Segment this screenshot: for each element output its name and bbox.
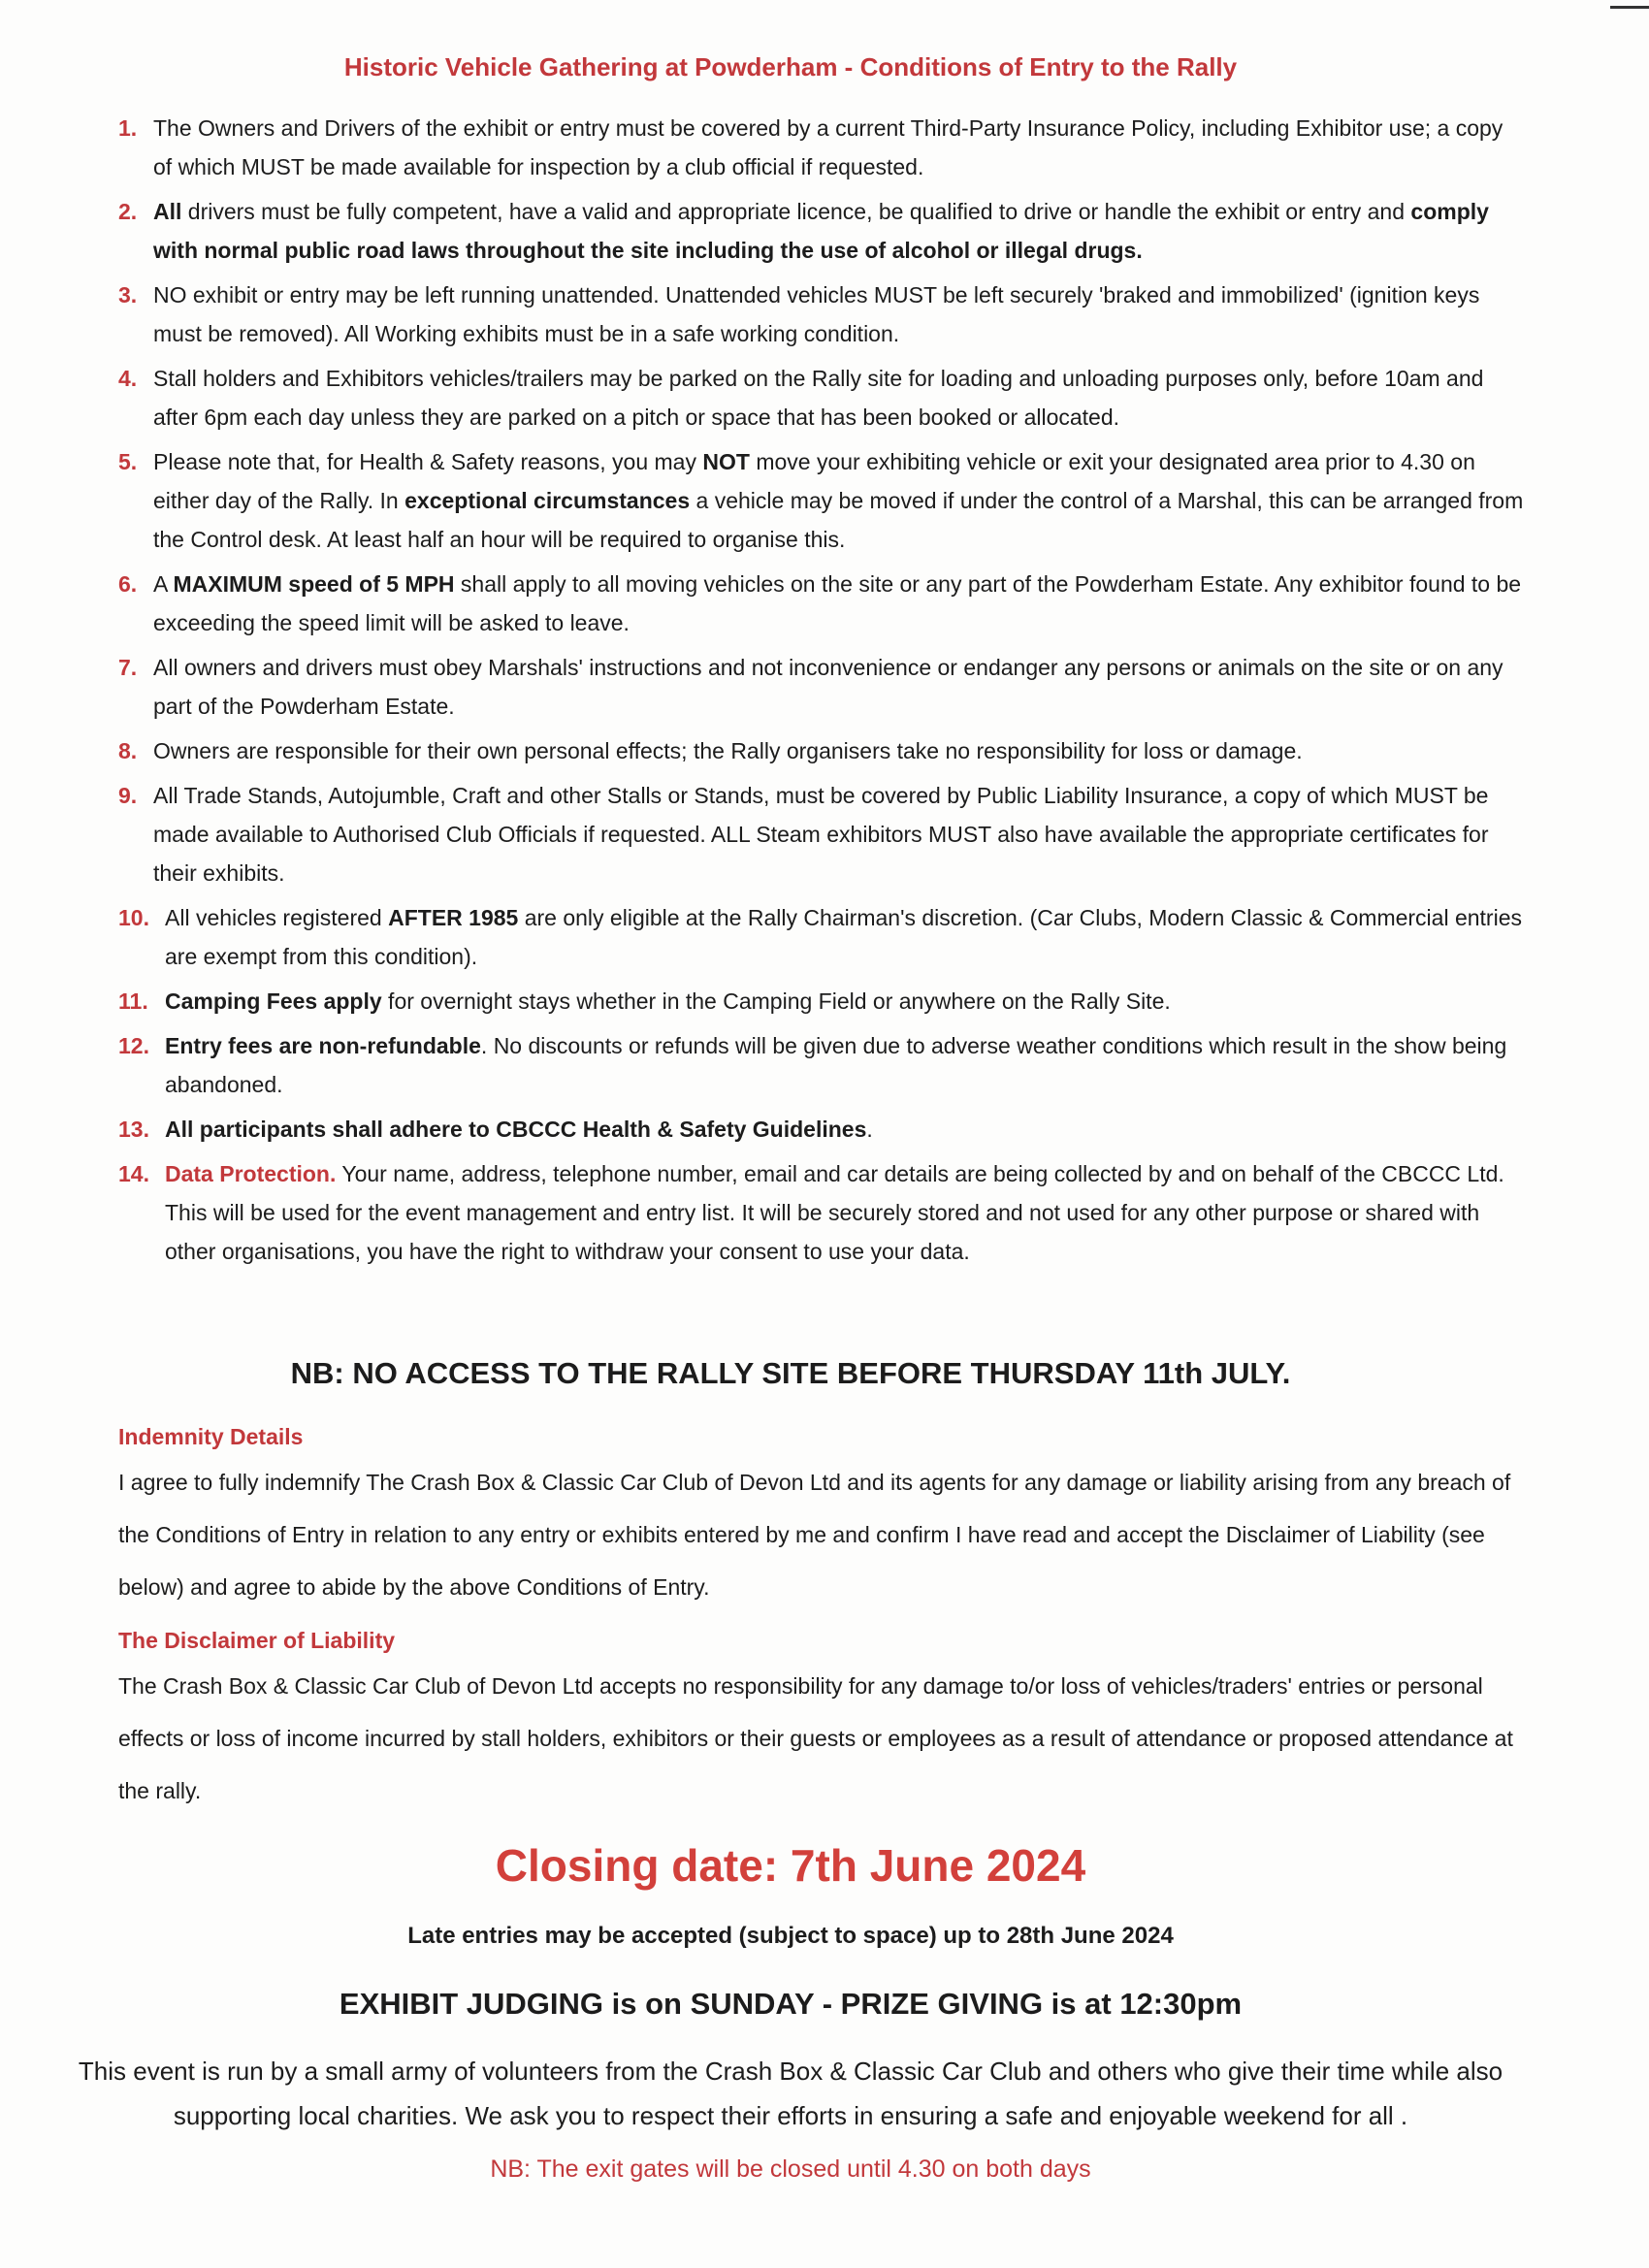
condition-item bbox=[118, 776, 1525, 892]
condition-text-segment: The Owners and Drivers of the exhibit or entry must be covered by a current Third-Party Insurance Policy, including Exhibitor use; a copy of which MUST be made available for inspection by a club official if requested. bbox=[153, 115, 1504, 179]
condition-text-segment: Your name, address, telephone number, email and car details are being collected by and on behalf of the CBCCC Ltd. This will be used for the event management and entry list. It will be securely stored and not used for any other purpose or shared with other organisations, you have the right to withdraw your consent to use your data. bbox=[165, 1161, 1504, 1264]
condition-item bbox=[118, 1026, 1525, 1104]
condition-text-segment: are only eligible at the Rally Chairman's discretion. (Car Clubs, Modern Classic & Commercial entries are exempt from this condition). bbox=[165, 905, 1522, 969]
condition-text bbox=[153, 199, 1489, 263]
condition-number: 5. bbox=[118, 449, 138, 474]
condition-text bbox=[153, 366, 1483, 430]
volunteers-note: This event is run by a small army of volunteers from the Crash Box & Classic Car Club and others who give their time while also supporting local charities. We ask you to respect their efforts in ensuring a safe and enjoyable weekend for all . bbox=[78, 2057, 1504, 2130]
condition-bold-text: All participants shall adhere to CBCCC Health & Safety Guidelines bbox=[165, 1117, 867, 1142]
condition-bold-text: Camping Fees apply bbox=[165, 988, 382, 1014]
condition-number: 4. bbox=[118, 366, 138, 391]
disclaimer-heading: The Disclaimer of Liability bbox=[118, 1628, 396, 1653]
condition-number: 8. bbox=[118, 738, 138, 763]
page-title: Historic Vehicle Gathering at Powderham - Conditions of Entry to the Rally bbox=[343, 52, 1238, 81]
condition-text-segment: a vehicle may be moved if under the control of a Marshal, this can be arranged from the Control desk. At least half an hour will be required to organise this. bbox=[153, 488, 1524, 552]
condition-bold-text: All bbox=[153, 199, 182, 224]
condition-item bbox=[118, 898, 1525, 976]
condition-bold-text: exceptional circumstances bbox=[404, 488, 691, 513]
condition-item bbox=[118, 1154, 1525, 1271]
condition-number: 12. bbox=[118, 1033, 149, 1058]
condition-bold-text: NOT bbox=[702, 449, 750, 474]
judging-notice: EXHIBIT JUDGING is on SUNDAY - PRIZE GIVING is at 12:30pm bbox=[339, 1987, 1243, 2021]
condition-text bbox=[153, 655, 1504, 719]
condition-text-segment: Stall holders and Exhibitors vehicles/trailers may be parked on the Rally site for loading and unloading purposes only, before 10am and after 6pm each day unless they are parked on a pitch or space that has been booked or allocated. bbox=[153, 366, 1484, 430]
conditions-list bbox=[118, 109, 1525, 1277]
indemnity-body: I agree to fully indemnify The Crash Box & Classic Car Club of Devon Ltd and its agents for any damage or liability arising from any breach of the Conditions of Entry in relation to any entry or exhibits entered by me and confirm I have read and accept the Disclaimer of Liability (see below) and agree to abide by the above Conditions of Entry. bbox=[118, 1470, 1511, 1600]
condition-text-segment: shall apply to all moving vehicles on the site or any part of the Powderham Estate. Any exhibitor found to be exceeding the speed limit will be asked to leave. bbox=[153, 571, 1522, 635]
condition-text bbox=[165, 1033, 1506, 1097]
condition-text-segment: . bbox=[866, 1117, 873, 1142]
condition-number: 10. bbox=[118, 905, 149, 930]
condition-item bbox=[118, 565, 1525, 642]
condition-text-segment: move your exhibiting vehicle or exit your designated area prior to 4.30 on either day of the Rally. In bbox=[153, 449, 1475, 513]
condition-text bbox=[165, 1161, 1504, 1264]
condition-text bbox=[153, 738, 1303, 763]
condition-number: 1. bbox=[118, 115, 138, 141]
condition-number: 9. bbox=[118, 783, 138, 808]
condition-number: 7. bbox=[118, 655, 138, 680]
condition-text-segment: for overnight stays whether in the Camping Field or anywhere on the Rally Site. bbox=[381, 988, 1171, 1014]
indemnity-section bbox=[118, 1424, 1525, 1613]
condition-text-segment: A bbox=[153, 571, 174, 597]
condition-text bbox=[153, 282, 1479, 346]
condition-text bbox=[153, 571, 1521, 635]
condition-item bbox=[118, 1110, 1525, 1149]
late-entries-note: Late entries may be accepted (subject to space) up to 28th June 2024 bbox=[407, 1923, 1174, 1949]
condition-item bbox=[118, 192, 1525, 270]
closing-date: Closing date: 7th June 2024 bbox=[495, 1840, 1086, 1891]
condition-number: 13. bbox=[118, 1117, 149, 1142]
condition-bold-text: MAXIMUM speed of 5 MPH bbox=[173, 571, 455, 597]
condition-text-segment: All Trade Stands, Autojumble, Craft and other Stalls or Stands, must be covered by Public Liability Insurance, a copy of which MUST be made available to Authorised Club Officials if requested. ALL Steam exhibitors MUST also have available the appropriate certificates for their exhibits. bbox=[153, 783, 1489, 886]
condition-text-segment: . No discounts or refunds will be given due to adverse weather conditions which result in the show being abandoned. bbox=[165, 1033, 1507, 1097]
indemnity-heading: Indemnity Details bbox=[118, 1424, 304, 1449]
condition-text-segment: All owners and drivers must obey Marshals' instructions and not inconvenience or endanger any persons or animals on the site or on any part of the Powderham Estate. bbox=[153, 655, 1504, 719]
condition-item bbox=[118, 648, 1525, 726]
condition-text bbox=[153, 449, 1523, 552]
condition-text-segment: drivers must be fully competent, have a valid and appropriate licence, be qualified to drive or handle the exhibit or entry and bbox=[181, 199, 1411, 224]
condition-number: 3. bbox=[118, 282, 138, 308]
condition-item bbox=[118, 731, 1525, 770]
condition-text-segment: All vehicles registered bbox=[165, 905, 389, 930]
condition-number: 2. bbox=[118, 199, 138, 224]
condition-item bbox=[118, 109, 1525, 186]
nb-access-notice: NB: NO ACCESS TO THE RALLY SITE BEFORE THURSDAY 11th JULY. bbox=[290, 1356, 1291, 1390]
condition-text bbox=[153, 115, 1503, 179]
condition-text-segment: Owners are responsible for their own personal effects; the Rally organisers take no responsibility for loss or damage. bbox=[153, 738, 1303, 763]
condition-red-label: Data Protection. bbox=[165, 1161, 337, 1186]
condition-bold-text: AFTER 1985 bbox=[388, 905, 519, 930]
condition-text bbox=[165, 1117, 873, 1142]
condition-bold-text: Entry fees are non-refundable bbox=[165, 1033, 481, 1058]
scan-corner-mark bbox=[1610, 6, 1649, 9]
condition-item bbox=[118, 442, 1525, 559]
condition-number: 14. bbox=[118, 1161, 149, 1186]
condition-item bbox=[118, 275, 1525, 353]
condition-number: 11. bbox=[118, 988, 148, 1014]
condition-text-segment: Please note that, for Health & Safety reasons, you may bbox=[153, 449, 703, 474]
condition-text bbox=[153, 783, 1489, 886]
condition-text-segment: NO exhibit or entry may be left running unattended. Unattended vehicles MUST be left securely 'braked and immobilized' (ignition keys must be removed). All Working exhibits must be in a safe working condition. bbox=[153, 282, 1480, 346]
condition-text bbox=[165, 905, 1522, 969]
exit-gates-note: NB: The exit gates will be closed until 4.30 on both days bbox=[490, 2155, 1091, 2183]
condition-bold-text: comply with normal public road laws throughout the site including the use of alcohol or illegal drugs. bbox=[153, 199, 1489, 263]
disclaimer-section bbox=[118, 1628, 1525, 1817]
disclaimer-body: The Crash Box & Classic Car Club of Devon Ltd accepts no responsibility for any damage to/or loss of vehicles/traders' entries or personal effects or loss of income incurred by stall holders, exhibitors or their guests or employees as a result of attendance or proposed attendance at the rally. bbox=[118, 1673, 1513, 1803]
condition-item bbox=[118, 982, 1525, 1021]
condition-item bbox=[118, 359, 1525, 437]
condition-text bbox=[165, 988, 1171, 1014]
condition-number: 6. bbox=[118, 571, 138, 597]
